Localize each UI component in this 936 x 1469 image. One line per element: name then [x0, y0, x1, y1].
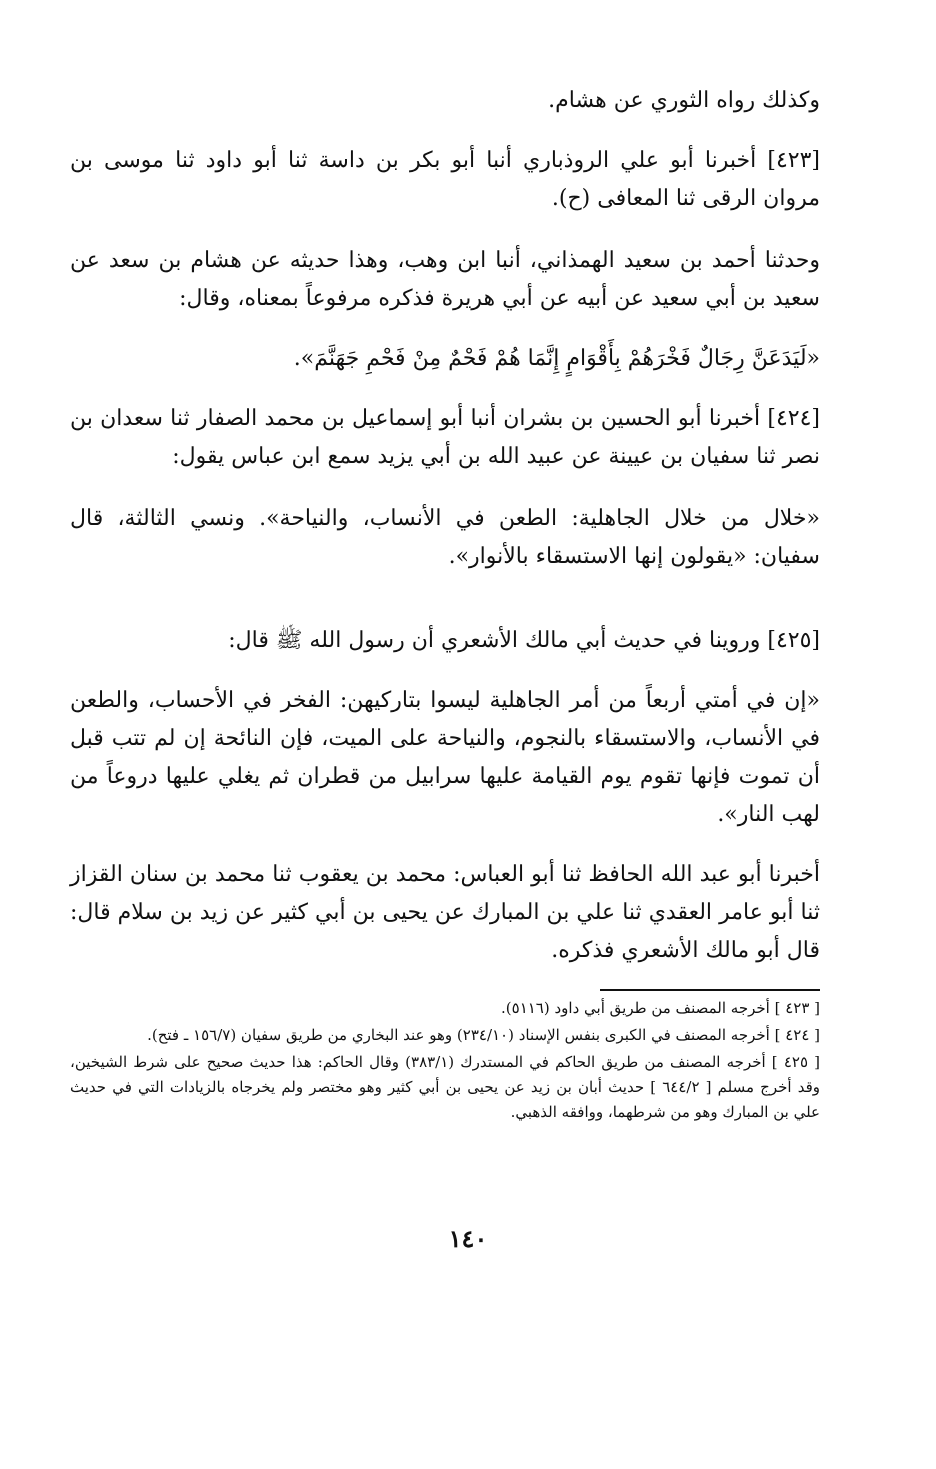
- footnote-423: [ ٤٢٣ ] أخرجه المصنف من طريق أبي داود (٥١١٦).: [501, 999, 820, 1017]
- main-text: [70, 82, 820, 970]
- footnote-425: [ ٤٢٥ ] أخرجه المصنف من طريق الحاكم في المستدرك (٣٨٣/١) وقال الحاكم: هذا حديث صحيح على شرط الشيخين، وقد أخرج مسلم [ ٦٤٤/٢ ] حديث أبان بن زيد عن يحيى بن أبي كثير وهو مختصر ولم يخرجاه بالزيادات التي في حديث علي بن المبارك وهو من شرطهما، ووافقه الذهبي.: [70, 1053, 821, 1121]
- hadith-425-isnad: [٤٢٥] وروينا في حديث أبي مالك الأشعري أن رسول الله ﷺ قال:: [228, 628, 820, 653]
- hadith-matn: «لَيَدَعَنَّ رِجَالٌ فَخْرَهُمْ بِأَقْوَامٍ إِنَّمَا هُمْ فَحْمٌ مِنْ فَحْمِ جَهَنَّمَ».: [293, 346, 820, 371]
- page-number: ١٤٠: [448, 1224, 488, 1253]
- footnotes: [70, 996, 820, 1127]
- footnote-divider: [600, 989, 820, 991]
- hadith-423-isnad: [٤٢٣] أخبرنا أبو علي الروذباري أنبا أبو بكر بن داسة ثنا أبو داود ثنا موسى بن مروان الرقى ثنا المعافى (ح).: [70, 148, 820, 211]
- hadith-424-isnad: [٤٢٤] أخبرنا أبو الحسين بن بشران أنبا أبو إسماعيل بن محمد الصفار ثنا سعدان بن نصر ثنا سفيان بن عيينة عن عبيد الله بن أبي يزيد سمع ابن عباس يقول:: [70, 406, 820, 469]
- footnote-424: [ ٤٢٤ ] أخرجه المصنف في الكبرى بنفس الإسناد (٢٣٤/١٠) وهو عند البخاري من طريق سفيان (١٥٦/٧ ـ فتح).: [147, 1026, 820, 1044]
- paragraph: وكذلك رواه الثوري عن هشام.: [548, 88, 820, 113]
- hadith-matn: «إن في أمتي أربعاً من أمر الجاهلية ليسوا بتاركيهن: الفخر في الأحساب، والطعن في الأنساب، والاستسقاء بالنجوم، والنياحة على الميت، فإن النائحة إن لم تتب قبل أن تموت فإنها تقوم يوم القيامة عليها سرابيل من قطران ثم يغلي عليها دروعاً من لهب النار».: [70, 688, 820, 827]
- paragraph: وحدثنا أحمد بن سعيد الهمذاني، أنبا ابن وهب، وهذا حديثه عن هشام بن سعد عن سعيد بن أبي سعيد عن أبيه عن أبي هريرة فذكره مرفوعاً بمعناه، وقال:: [70, 248, 820, 311]
- paragraph: أخبرنا أبو عبد الله الحافظ ثنا أبو العباس: محمد بن يعقوب ثنا محمد بن سنان القزاز ثنا أبو عامر العقدي ثنا علي بن المبارك عن يحيى بن أبي كثير عن زيد بن سلام قال: قال أبو مالك الأشعري فذكره.: [70, 862, 820, 963]
- hadith-matn: «خلال من خلال الجاهلية: الطعن في الأنساب، والنياحة». ونسي الثالثة، قال سفيان: «يقولون إنها الاستسقاء بالأنوار».: [70, 506, 820, 569]
